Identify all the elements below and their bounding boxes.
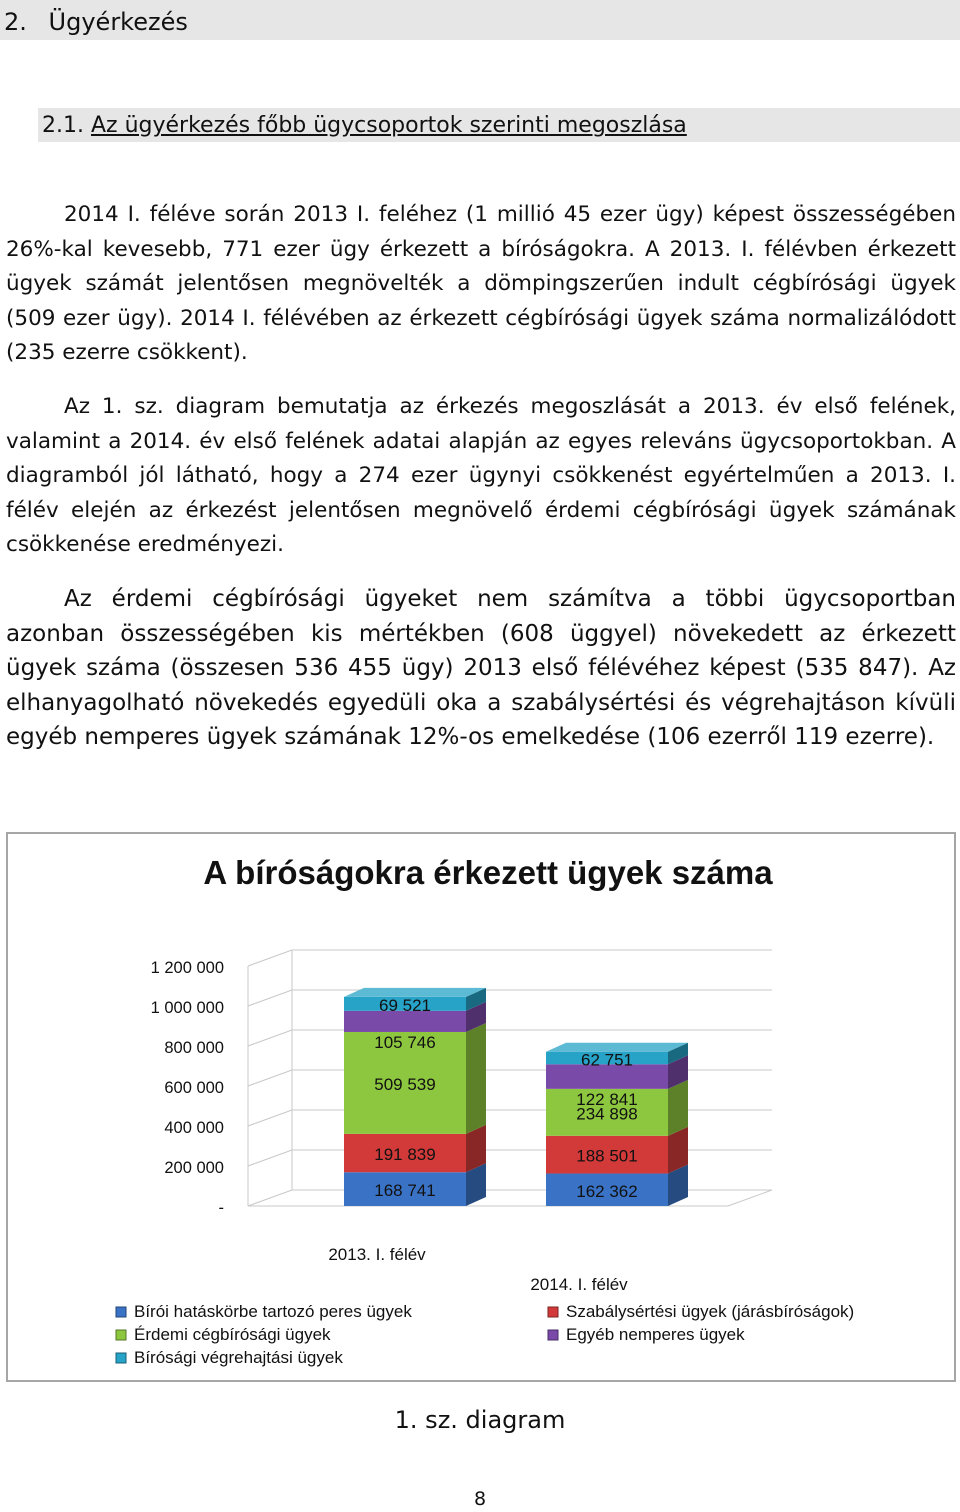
subsection-title: Az ügyérkezés főbb ügycsoportok szerinti megoszlása — [90, 113, 687, 138]
legend-label: Egyéb nemperes ügyek — [566, 1325, 745, 1344]
data-label: 69 521 — [379, 995, 431, 1015]
legend-swatch — [548, 1307, 558, 1317]
bar-segment-side — [668, 1080, 688, 1136]
data-label: 162 362 — [576, 1181, 638, 1201]
paragraph-1 — [6, 198, 956, 371]
legend-swatch — [116, 1353, 126, 1363]
x-tick-label: 2013. I. félév — [328, 1245, 426, 1264]
data-label: 191 839 — [374, 1145, 436, 1165]
data-label: 122 841 — [576, 1089, 638, 1109]
y-tick-label: 400 000 — [164, 1119, 224, 1137]
y-tick-label: 200 000 — [164, 1159, 224, 1177]
legend-label: Bírói hatáskörbe tartozó peres ügyek — [134, 1302, 412, 1321]
legend-label: Bírósági végrehajtási ügyek — [134, 1348, 343, 1367]
stacked-bar-chart — [8, 834, 954, 1380]
section-number: 2. — [4, 8, 27, 36]
gridline-side — [248, 990, 292, 1006]
chart-frame — [6, 832, 956, 1382]
y-tick-label: 1 200 000 — [150, 959, 224, 977]
legend-label: Szabálysértési ügyek (járásbíróságok) — [566, 1302, 855, 1321]
page-number: 8 — [473, 1488, 487, 1510]
x-tick-label: 2014. I. félév — [530, 1275, 628, 1294]
legend-swatch — [116, 1307, 126, 1317]
chart-title: A bíróságokra érkezett ügyek száma — [203, 854, 773, 891]
data-label: 234 898 — [576, 1104, 638, 1124]
subsection-number: 2.1. — [42, 113, 84, 138]
gridline-side — [248, 1150, 292, 1166]
paragraph-2 — [6, 390, 956, 563]
paragraph-3 — [6, 582, 956, 755]
legend-swatch — [116, 1330, 126, 1340]
y-tick-label: 800 000 — [164, 1039, 224, 1057]
data-label: 105 746 — [374, 1032, 436, 1052]
section-heading — [0, 0, 960, 40]
bar-segment-side — [466, 1023, 486, 1134]
data-label: 62 751 — [581, 1050, 633, 1070]
y-tick-label: - — [218, 1199, 224, 1217]
gridline-side — [248, 1190, 292, 1206]
subsection-heading — [38, 108, 960, 142]
legend-swatch — [548, 1330, 558, 1340]
y-tick-label: 600 000 — [164, 1079, 224, 1097]
figure-caption: 1. sz. diagram — [394, 1406, 566, 1434]
y-tick-label: 1 000 000 — [150, 999, 224, 1017]
data-label: 188 501 — [576, 1146, 638, 1166]
paragraph-1-text: 2014 I. féléve során 2013 I. feléhez (1 millió 45 ezer ügy) képest összességében 26%-kal kevesebb, 771 ezer ügy érkezett a bíróságokra. A 2013. I. félévben érkezett ügyek számát jelentősen megnövelték a dömpingszerűen indult cégbírósági ügyek (509 ezer ügy). 2014 I. félévében az érkezett cégbírósági ügyek száma normalizálódott (235 ezerre csökkent). — [6, 202, 956, 365]
gridline-side — [248, 1070, 292, 1086]
gridline-side — [248, 1110, 292, 1126]
paragraph-2-text: Az 1. sz. diagram bemutatja az érkezés megoszlását a 2013. év első felének, valamint a 2014. év első felének adatai alapján az egyes releváns ügycsoportokban. A diagramból jól látható, hogy a 274 ezer ügynyi csökkenést egyértelműen a 2013. I. félév elején az érkezést jelentősen megnövelő érdemi cégbírósági ügyek számának csökkenése eredményezi. — [6, 394, 956, 557]
data-label: 168 741 — [374, 1181, 436, 1201]
legend-label: Érdemi cégbírósági ügyek — [134, 1325, 331, 1344]
paragraph-3-text: Az érdemi cégbírósági ügyeket nem számítva a többi ügycsoportban azonban összességében kis mértékben (608 üggyel) növekedett az érkezett ügyek száma (összesen 536 455 ügy) 2013 első félévéhez képest (535 847). Az elhanyagolható növekedés egyedüli oka a szabálysértési és végrehajtáson kívüli egyéb nemperes ügyek számának 12%-os emelkedése (106 ezerről 119 ezerre). — [6, 586, 956, 750]
floor-right-edge — [728, 1190, 772, 1206]
section-title: Ügyérkezés — [48, 8, 188, 36]
data-label: 509 539 — [374, 1074, 436, 1094]
gridline-side — [248, 950, 292, 966]
gridline-side — [248, 1030, 292, 1046]
